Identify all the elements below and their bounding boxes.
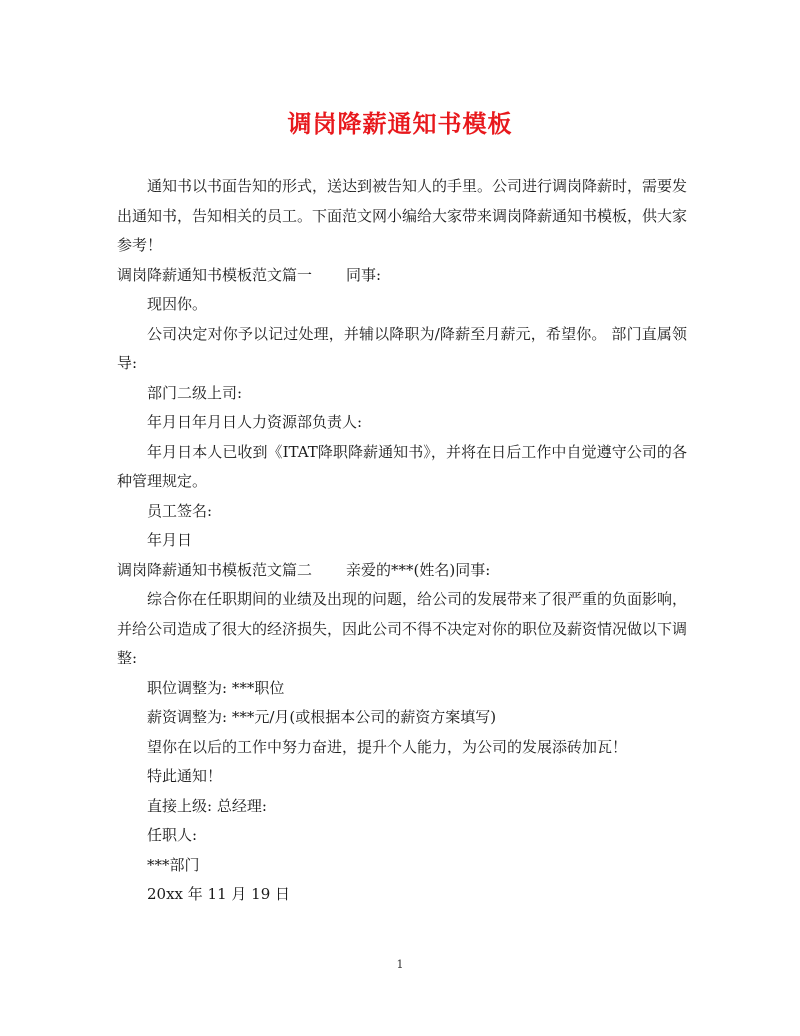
sample2-line: 20xx 年 11 月 19 日 [147,885,291,903]
document-title: 调岗降薪通知书模板 [287,109,513,138]
sample2-line: 特此通知！ [147,767,223,785]
sample1-line: 现因你。 [147,295,208,313]
sample2-line: 综合你在任职期间的业绩及出现的问题，给公司的发展带来了很严重的负面影响，并给公司造成了很大的经济损失，因此公司不得不决定对你的职位及薪资情况做以下调整: [117,590,688,667]
sample2-greeting: 亲爱的***(姓名)同事: [346,560,491,579]
sample1-heading: 调岗降薪通知书模板范文篇一 [117,265,313,284]
sample2-heading: 调岗降薪通知书模板范文篇二 [117,560,313,579]
sample2-line: 直接上级: 总经理: [147,796,267,815]
sample2-line: 职位调整为: ***职位 [147,678,285,697]
sample1-heading-line [117,261,687,291]
sample1-line: 年月日本人已收到《ITAT降职降薪通知书》，并将在日后工作中自觉遵守公司的各种管理规定。 [117,442,687,490]
sample2-heading-line [117,556,687,586]
sample1-greeting: 同事: [346,265,382,284]
intro-paragraph: 通知书以书面告知的形式，送达到被告知人的手里。公司进行调岗降薪时，需要发出通知书，告知相关的员工。下面范文网小编给大家带来调岗降薪通知书模板，供大家参考！ [117,177,688,254]
sample1-line: 员工签名: [147,501,213,520]
sample1-line: 年月日年月日人力资源部负责人: [147,413,363,431]
sample1-line: 年月日 [147,531,193,549]
sample2-line: 望你在以后的工作中努力奋进，提升个人能力，为公司的发展添砖加瓦！ [147,737,628,756]
sample1-line: 部门二级上司: [147,383,243,402]
sample2-line: 任职人: [147,826,198,844]
page-number: 1 [396,958,404,971]
document-body [117,172,687,910]
sample2-line: 薪资调整为: ***元/月(或根据本公司的薪资方案填写) [147,708,497,726]
sample2-line: ***部门 [147,855,200,874]
sample1-line: 公司决定对你予以记过处理，并辅以降职为/降薪至月薪元，希望你。 部门直属领导: [117,324,687,372]
